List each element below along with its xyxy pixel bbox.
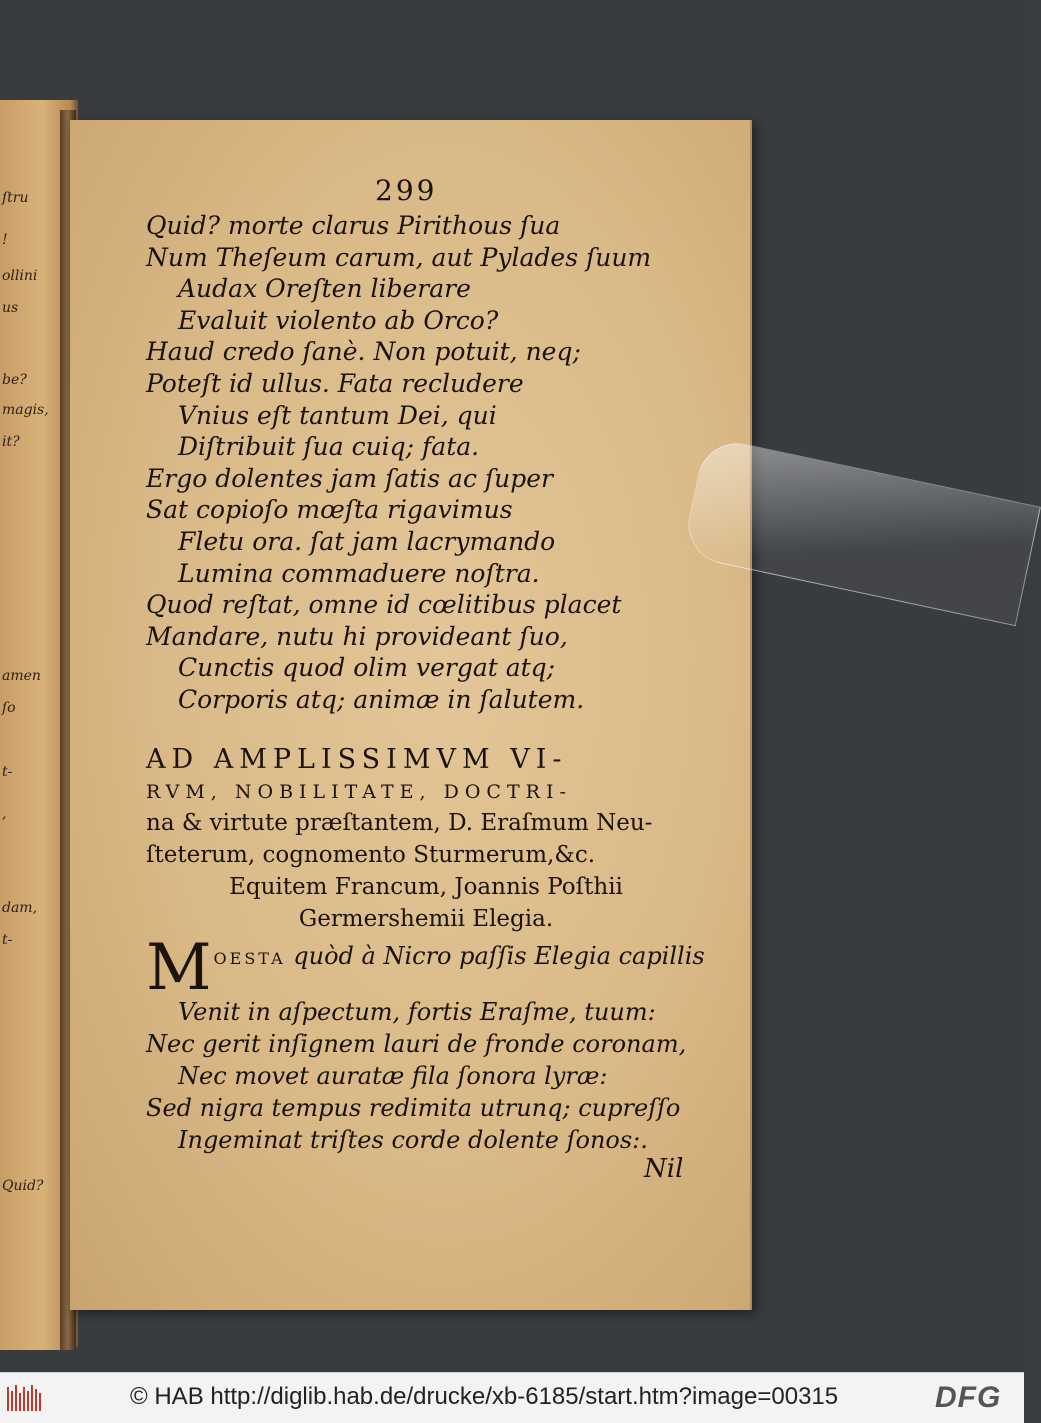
poem-line: Diſtribuit ſua cuiq; fata.	[178, 432, 480, 462]
poem-line: Quod reſtat, omne id cœlitibus placet	[146, 590, 622, 620]
poem-line: Evaluit violento ab Orco?	[178, 305, 499, 335]
left-fragment: !	[2, 232, 8, 248]
heading-line: na & virtute præſtantem, D. Eraſmum Neu-	[146, 810, 653, 836]
heading-line: ſteterum, cognomento Sturmerum,&c.	[146, 842, 596, 868]
left-fragment: be?	[2, 372, 27, 388]
elegy-line: Nec gerit inſignem lauri de fronde coronam,	[146, 1030, 687, 1058]
page-number: 299	[375, 174, 438, 207]
poem-line: Cunctis quod olim vergat atq;	[178, 653, 556, 683]
heading-line: AD AMPLISSIMVM VI-	[146, 744, 568, 775]
poem-line: Fletu ora. ſat jam lacrymando	[178, 526, 556, 556]
catchword: Nil	[644, 1154, 684, 1184]
dfg-logo: DFG	[935, 1381, 1002, 1414]
elegy-lines	[146, 996, 706, 1156]
elegy-first-word: OESTA	[213, 949, 286, 968]
elegy-line: Nec movet auratæ fila ſonora lyræ:	[178, 1062, 608, 1090]
left-fragment: ſo	[2, 700, 16, 716]
copyright-url: © HAB http://diglib.hab.de/drucke/xb-6185/start.htm?image=00315	[130, 1383, 839, 1410]
elegy-line: Sed nigra tempus redimita utrunq; cupreſſo	[146, 1094, 681, 1122]
drop-cap: M	[146, 931, 212, 1005]
heading-line: RVM, NOBILITATE, DOCTRI-	[146, 781, 572, 803]
left-fragment: amen	[2, 668, 41, 684]
footer-bar	[0, 1372, 1024, 1423]
poem-line: Lumina commaduere noſtra.	[178, 558, 540, 588]
poem-line: Num Theſeum carum, aut Pylades ſuum	[146, 242, 652, 272]
poem-line: Mandare, nutu hi provideant ſuo,	[146, 621, 568, 651]
left-fragment: magis,	[2, 402, 49, 418]
poem-line: Sat copioſo mœſta rigavimus	[146, 495, 513, 525]
elegy-first-line	[146, 940, 706, 975]
left-fragment: t-	[2, 764, 13, 780]
heading-line: Germershemii Elegia.	[298, 906, 554, 932]
poem-line: Quid? morte clarus Pirithous ſua	[146, 211, 561, 240]
poem-line: Audax Oreſten liberare	[178, 274, 471, 304]
poem-line: Haud credo ſanè. Non potuit, neq;	[146, 337, 581, 367]
elegy-line: Ingeminat triſtes corde dolente ſonos:.	[178, 1126, 648, 1154]
left-fragment: dam,	[2, 900, 38, 916]
left-fragment: t-	[2, 932, 13, 948]
poem-line: Vnius eſt tantum Dei, qui	[178, 400, 497, 430]
heading-line: Equitem Francum, Joannis Poſthii	[229, 874, 623, 900]
left-fragment: Quid?	[2, 1178, 44, 1194]
poem-line: Poteſt id ullus. Fata recludere	[146, 368, 524, 398]
left-fragment: ſtru	[2, 190, 29, 206]
left-fragment: ollini	[2, 268, 38, 284]
left-fragment: us	[2, 300, 19, 316]
poem-line: Corporis atq; animæ in ſalutem.	[178, 684, 585, 714]
elegy-first-line-rest: quòd à Nicro paſſis Elegia capillis	[285, 942, 705, 970]
left-fragment: it?	[2, 434, 20, 450]
elegy-line: Venit in aſpectum, fortis Eraſme, tuum:	[178, 998, 656, 1026]
poem-line: Ergo dolentes jam ſatis ac ſuper	[146, 463, 554, 493]
elegy-heading	[146, 742, 706, 935]
poem-block	[146, 210, 706, 716]
left-fragment: ,	[2, 806, 7, 822]
elegy-block	[146, 931, 706, 1156]
barcode-icon	[6, 1383, 44, 1413]
